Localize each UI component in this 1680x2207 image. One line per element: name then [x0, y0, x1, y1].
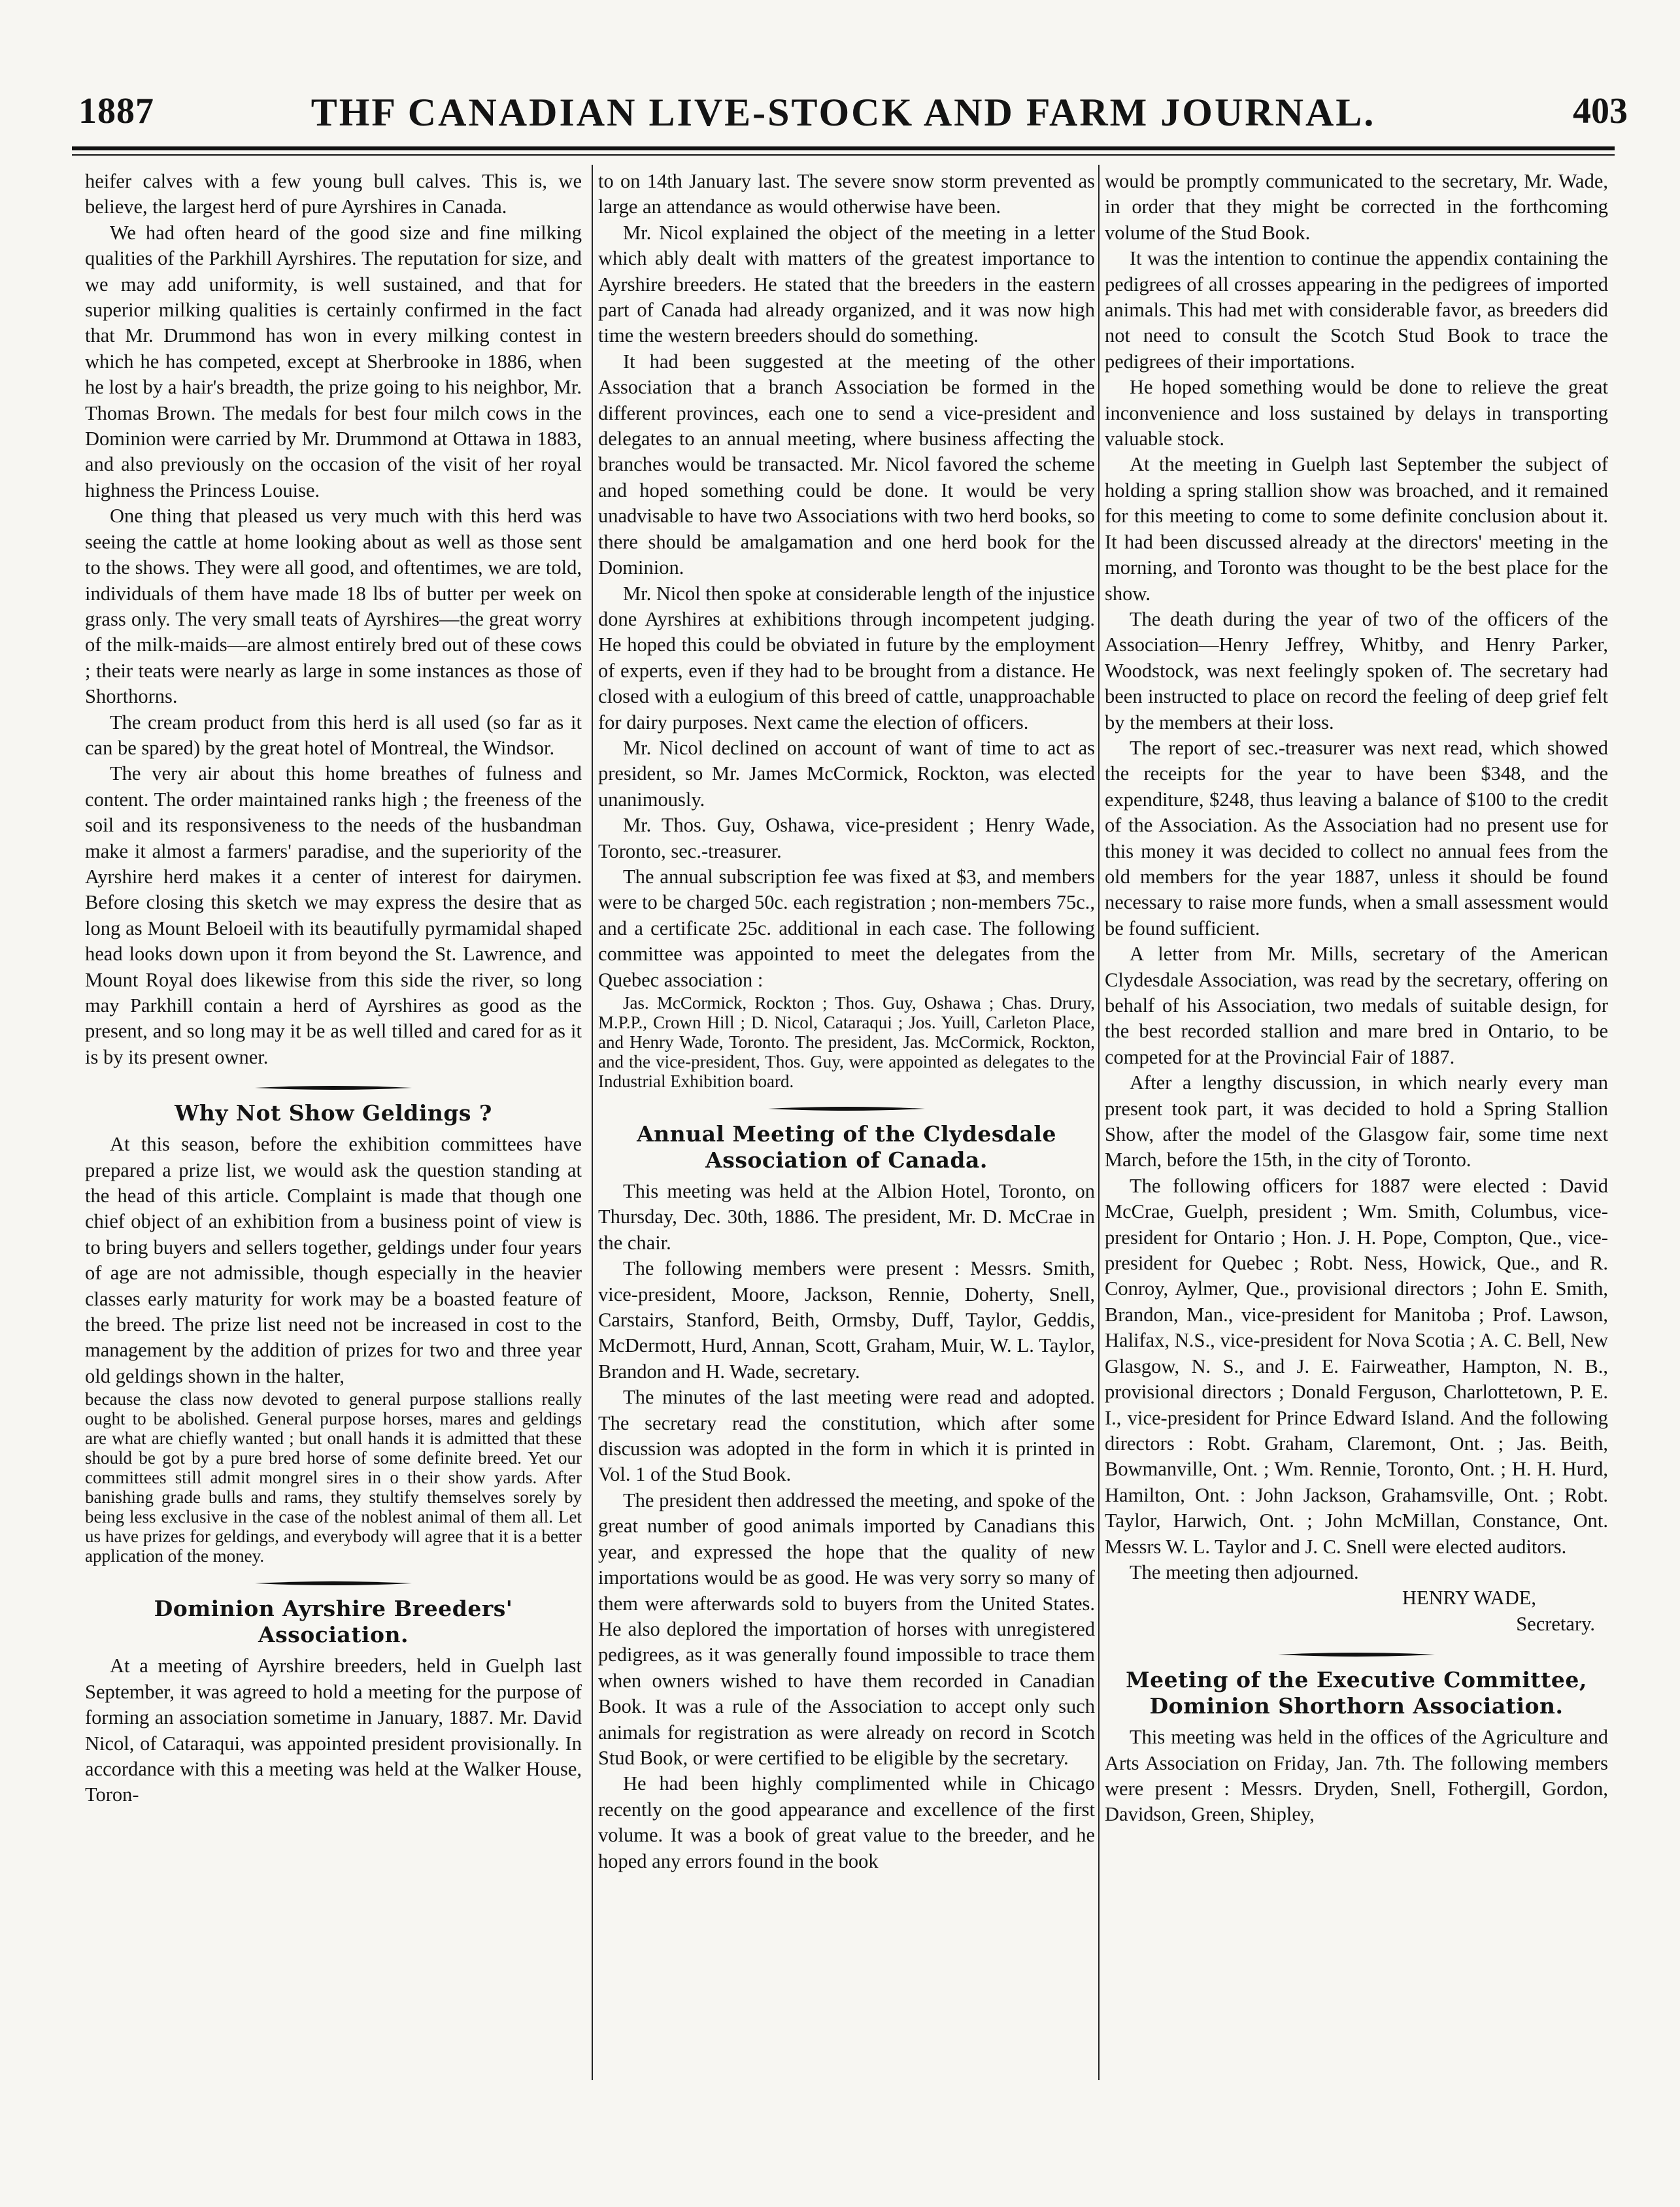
- paragraph: At this season, before the exhibition committees have prepared a prize list, we would ask the question standing at the head of this article. Complaint is made that though one chief object of an exhibition from a business point of view is to bring buyers and sellers together, geldings under four years of age are not admissible, though especially in the heavier classes early maturity for work may be a boasted feature of the breed. The prize list need not be increased in cost to the management by the addition of prizes for two and three year old geldings shown in the halter,: [85, 1133, 582, 1387]
- paragraph: Mr. Thos. Guy, Oshawa, vice-president ; Henry Wade, Toronto, sec.-treasurer.: [598, 814, 1095, 862]
- paragraph: The meeting then adjourned.: [1130, 1560, 1359, 1583]
- paragraph: Mr. Nicol declined on account of want of time to act as president, so Mr. James McCormick, Rockton, was elected unanimously.: [598, 736, 1095, 811]
- paragraph: Jas. McCormick, Rockton ; Thos. Guy, Oshawa ; Chas. Drury, M.P.P., Crown Hill ; D. Nicol, Cataraqui ; Jos. Yuill, Carleton Place, and Henry Wade, Toronto. The president, Jas. McCormick, Rockton, and the vice-president, Thos. Guy, were appointed as delegates to the Industrial Exhibition board.: [598, 993, 1095, 1091]
- column-middle: [598, 169, 1095, 1874]
- column-right: [1105, 169, 1608, 1828]
- paragraph: One thing that pleased us very much with this herd was seeing the cattle at home looking about as well as those sent to the shows. They were all good, and oftentimes, we are told, individuals of them have made 18 lbs of butter per week on grass only. The very small teats of Ayrshires—the great worry of the milk-maids—are almost entirely bred out of these cows ; their teats were nearly as large in some instances as those of Shorthorns.: [85, 505, 582, 708]
- header-rule: [72, 146, 1615, 150]
- column-left: [85, 169, 582, 1808]
- paragraph: At the meeting in Guelph last September the subject of holding a spring stallion show was broached, and it remained for this meeting to come to some definite conclusion about it. It had been discussed already at the directors' meeting in the morning, and Toronto was thought to be the best place for the show.: [1105, 453, 1608, 605]
- paragraph: At a meeting of Ayrshire breeders, held in Guelph last September, it was agreed to hold a meeting for the purpose of forming an association sometime in January, 1887. Mr. David Nicol, of Cataraqui, was appointed president provisionally. In accordance with this a meeting was held at the Walker House, Toron-: [85, 1655, 582, 1806]
- paragraph: After a lengthy discussion, in which nearly every man present took part, it was decided to hold a Spring Stallion Show, after the model of the Glasgow fair, some time next March, before the 15th, in the city of Toronto.: [1105, 1071, 1608, 1171]
- paragraph: would be promptly communicated to the secretary, Mr. Wade, in order that they might be corrected in the forthcoming volume of the Stud Book.: [1105, 170, 1608, 244]
- headline-clydesdale-meeting: Annual Meeting of the Clydesdale Association of Canada.: [637, 1121, 1056, 1173]
- page-number: 403: [1573, 91, 1628, 131]
- paragraph: This meeting was held in the offices of the Agriculture and Arts Association on Friday, Jan. 7th. The following members were present : Messrs. Dryden, Snell, Fothergill, Gordon, Davidson, Green, Shipley,: [1105, 1726, 1608, 1826]
- masthead: [33, 90, 1654, 136]
- paragraph: A letter from Mr. Mills, secretary of the American Clydesdale Association, was read by the secretary, offering on behalf of his Association, two medals of suitable design, for the best recorded stallion and mare bred in Ontario, to be competed for at the Provincial Fair of 1887.: [1105, 943, 1608, 1068]
- paragraph: This meeting was held at the Albion Hotel, Toronto, on Thursday, Dec. 30th, 1886. The president, Mr. D. McCrae in the chair.: [598, 1180, 1095, 1254]
- header-rule-thin: [72, 154, 1615, 156]
- paragraph: He had been highly complimented while in Chicago recently on the good appearance and excellence of the first volume. It was a book of great value to the breeder, and he hoped any errors found in the book: [598, 1772, 1095, 1872]
- column-divider: [592, 165, 593, 2080]
- paragraph: The annual subscription fee was fixed at $3, and members were to be charged 50c. each registration ; non-members 75c., and a certificate 25c. additional in each case. The following committee was appointed to meet the delegates from the Quebec association :: [598, 865, 1095, 991]
- paragraph: The death during the year of two of the officers of the Association—Henry Jeffrey, Whitby, and Henry Parker, Woodstock, was next feelingly spoken of. The secretary had been instructed to place on record the feeling of deep grief felt by the members at their loss.: [1105, 607, 1608, 733]
- paragraph: to on 14th January last. The severe snow storm prevented as large an attendance as would otherwise have been.: [598, 170, 1095, 218]
- paragraph: He hoped something would be done to relieve the great inconvenience and loss sustained by delays in transporting valuable stock.: [1105, 376, 1608, 450]
- section-divider-ornament: [255, 1580, 412, 1587]
- paragraph: The president then addressed the meeting, and spoke of the great number of good animals imported by Canadians this year, and expressed the hope that the quality of new importations would be as good. He was very sorry so many of them were afterwards sold to buyers from the United States. He also deplored the importation of horses with unregistered pedigrees, as it was generally found impossible to trace them when owners wished to have them recorded in Canadian Book. It was a rule of the Association to accept only such animals for registration as were already on record in Scotch Stud Book, or were certified to be eligible by the secretary.: [598, 1489, 1095, 1769]
- paragraph: The cream product from this herd is all used (so far as it can be spared) by the great hotel of Montreal, the Windsor.: [85, 711, 582, 759]
- paragraph: Mr. Nicol then spoke at considerable length of the injustice done Ayrshires at exhibitions through incompetent judging. He hoped this could be obviated in future by the employment of experts, even if they had to be brought from a distance. He closed with a eulogium of this breed of cattle, unapproachable for dairy purposes. Next came the election of officers.: [598, 582, 1095, 733]
- paragraph: We had often heard of the good size and fine milking qualities of the Parkhill Ayrshires. The reputation for size, and we may add uniformity, is well sustained, and that for superior milking qualities is certainly confirmed in the fact that Mr. Drummond has won in every milking contest in which he has competed, except at Sherbrooke in 1886, when he lost by a hair's breadth, the prize going to his neighbor, Mr. Thomas Brown. The medals for best four milch cows in the Dominion were carried by Mr. Drummond at Ottawa in 1883, and also previously on the occasion of the visit of her royal highness the Princess Louise.: [85, 221, 582, 501]
- paragraph: The minutes of the last meeting were read and adopted. The secretary read the constitution, which after some discussion was adopted in the form in which it is printed in Vol. 1 of the Stud Book.: [598, 1386, 1095, 1486]
- issue-year: 1887: [78, 91, 154, 131]
- headline-geldings: Why Not Show Geldings ?: [175, 1100, 492, 1126]
- signature-title: Secretary.: [1516, 1612, 1595, 1635]
- paragraph: The following officers for 1887 were elected : David McCrae, Guelph, president ; Wm. Smith, Columbus, vice-president for Ontario ; Hon. J. H. Pope, Compton, Que., vice-president for Quebec ; Robt. Ness, Howick, Que., and R. Conroy, Aylmer, Que., provisional directors ; John E. Smith, Brandon, Man., vice-president for Manitoba ; Prof. Lawson, Halifax, N.S., vice-president for Nova Scotia ; A. C. Bell, New Glasgow, N. S., and J. E. Fairweather, Hampton, N. B., provisional directors ; Donald Ferguson, Charlottetown, P. E. I., vice-president for Prince Edward Island. And the following directors : Robt. Graham, Claremont, Ont. ; Jas. Beith, Bowmanville, Ont. ; Wm. Rennie, Toronto, Ont. ; H. H. Hurd, Hamilton, Ont. : John Jackson, Grahamsville, Ont. ; Robt. Taylor, Harwich, Ont. ; John McMillan, Constance, Ont. Messrs W. L. Taylor and J. C. Snell were elected auditors.: [1105, 1174, 1608, 1558]
- journal-title: THF CANADIAN LIVE-STOCK AND FARM JOURNAL.: [311, 91, 1376, 134]
- section-divider-ornament: [768, 1105, 925, 1112]
- section-divider-ornament: [1278, 1651, 1435, 1658]
- section-divider-ornament: [255, 1085, 412, 1091]
- signature-name: HENRY WADE,: [1402, 1587, 1536, 1609]
- headline-shorthorn-committee: Meeting of the Executive Committee, Dominion Shorthorn Association.: [1126, 1667, 1587, 1719]
- paragraph: The report of sec.-treasurer was next read, which showed the receipts for the year to have been $348, and the expenditure, $248, thus leaving a balance of $100 to the credit of the Association. As the Association had no present use for this money it was decided to collect no annual fees from the old members for the year 1887, unless it should be found necessary to raise more funds, when a small assessment would be found sufficient.: [1105, 736, 1608, 939]
- paragraph: It was the intention to continue the appendix containing the pedigrees of all crosses appearing in the pedigrees of imported animals. This had met with considerable favor, as breeders did not need to consult the Scotch Stud Book to trace the pedigrees of their importations.: [1105, 247, 1608, 373]
- paragraph: because the class now devoted to general purpose stallions really ought to be abolished. General purpose horses, mares and geldings are what are chiefly wanted ; but onall hands it is admitted that these should be got by a pure bred horse of some definite breed. Yet our committees still admit mongrel sires in o their show yards. After banishing grade bulls and rams, they stultify themselves sorely by being less exclusive in the case of the noblest animal of them all. Let us have prizes for geldings, and everybody will agree that it is a better application of the money.: [85, 1389, 582, 1566]
- paragraph: The following members were present : Messrs. Smith, vice-president, Moore, Jackson, Rennie, Doherty, Snell, Carstairs, Stanford, Beith, Ormsby, Duff, Taylor, Geddis, McDermott, Hurd, Annan, Scott, Graham, Muir, W. L. Taylor, Brandon and H. Wade, secretary.: [598, 1257, 1095, 1383]
- paragraph: The very air about this home breathes of fulness and content. The order maintained ranks high ; the freeness of the soil and its responsiveness to the needs of the husbandman make it almost a farmers' paradise, and the superiority of the Ayrshire herd makes it a center of interest for dairymen. Before closing this sketch we may express the desire that as long as Mount Beloeil with its beautifully pyrmamidal shaped head looks down upon it from beyond the St. Lawrence, and Mount Royal does likewise from this side the river, so long may Parkhill contain a herd of Ayrshires as good as the present, and so long may it be as well tilled and cared for as it is by its present owner.: [85, 762, 582, 1068]
- paragraph: It had been suggested at the meeting of the other Association that a branch Association be formed in the different provinces, each one to send a vice-president and delegates to an annual meeting, where business affecting the branches would be transacted. Mr. Nicol favored the scheme and hoped something could be done. It would be very unadvisable to have two Associations with two herd books, so there should be amalgamation and one herd book for the Dominion.: [598, 350, 1095, 579]
- column-divider: [1098, 165, 1100, 2080]
- headline-ayrshire-association: Dominion Ayrshire Breeders' Association.: [154, 1596, 513, 1648]
- paragraph: Mr. Nicol explained the object of the meeting in a letter which ably dealt with matters of the greatest importance to Ayrshire breeders. He stated that the breeders in the eastern part of Canada had already organized, and it was now high time the western breeders should do something.: [598, 221, 1095, 347]
- paragraph: heifer calves with a few young bull calves. This is, we believe, the largest herd of pure Ayrshires in Canada.: [85, 170, 582, 218]
